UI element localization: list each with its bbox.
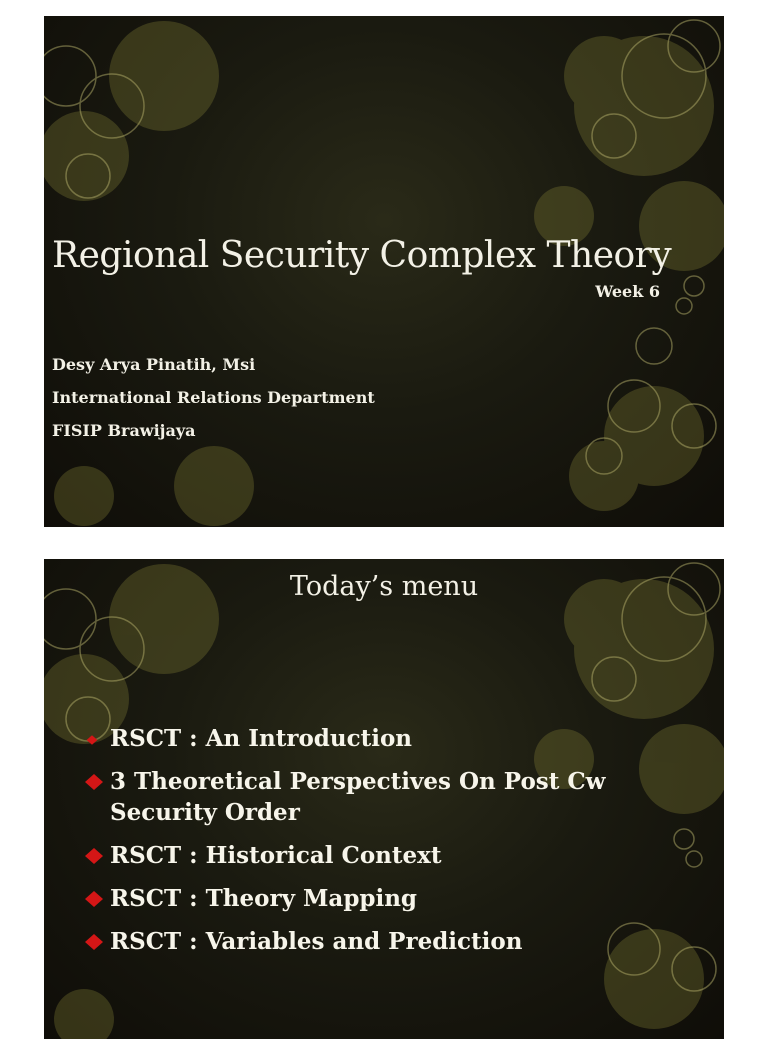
list-item [84,926,704,957]
author-name: Desy Arya Pinatih, Msi [52,355,256,374]
list-item [84,883,704,914]
list-item-label: RSCT : An Introduction [110,725,413,752]
list-item-label: 3 Theoretical Perspectives On Post Cw Security Order [110,768,606,826]
red-diamond-bullet-icon [84,773,104,791]
list-item-label: RSCT : Historical Context [110,842,442,869]
list-item-label: RSCT : Variables and Prediction [110,928,523,955]
red-diamond-bullet-icon [84,933,104,951]
title-slide [44,16,724,527]
author-block [52,348,375,447]
list-item [84,766,704,828]
list-item [84,723,704,754]
menu-slide [44,559,724,1039]
red-diamond-bullet-icon [86,734,98,746]
slide-subtitle: Week 6 [595,282,660,301]
red-diamond-bullet-icon [84,847,104,865]
list-item-label: RSCT : Theory Mapping [110,885,418,912]
slide-title: Regional Security Complex Theory [52,235,672,276]
list-item [84,840,704,871]
red-diamond-bullet-icon [84,890,104,908]
slide-title: Today’s menu [289,571,479,602]
author-department: International Relations Department [52,388,375,407]
author-institution: FISIP Brawijaya [52,421,196,440]
menu-list [84,723,704,969]
